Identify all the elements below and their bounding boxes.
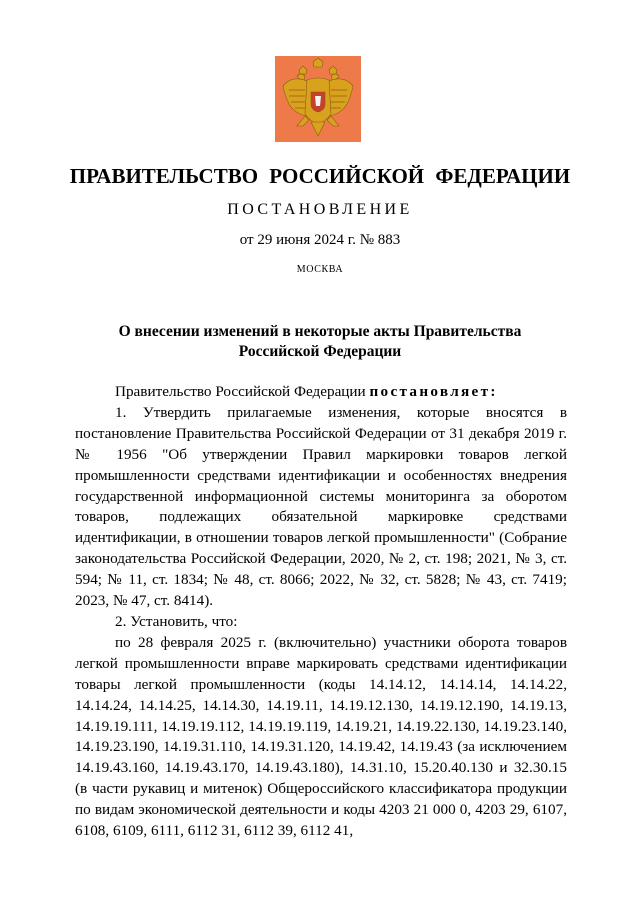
subject-line-2: Российской Федерации <box>238 343 402 360</box>
russian-coat-of-arms-icon <box>275 56 361 142</box>
document-date: от 29 июня 2024 г. № 883 <box>239 232 401 248</box>
intro-paragraph <box>75 382 567 403</box>
item-2-paragraph: 2. Установить, что: <box>115 612 238 630</box>
intro-verb: постановляет: <box>369 383 498 400</box>
item-1-paragraph: 1. Утвердить прилагаемые изменения, которые вносятся в постановление Правительства Российской Федерации от 31 декабря 2019 г. № 1956 "Об утверждении Правил маркировки товаров легкой промышленности средствами идентификации и особенностях внедрения государственной информационной системы мониторинга за оборотом товаров, подлежащих обязательной маркировке средствами идентификации, в отношении товаров легкой промышленности" (Собрание законодательства Российской Федерации, 2020, № 2, ст. 198; 2021, № 3, ст. 594; № 11, ст. 1834; № 48, ст. 8066; 2022, № 32, ст. 5828; № 43, ст. 7419; 2023, № 47, ст. 8414). <box>75 403 567 610</box>
document-type: ПОСТАНОВЛЕНИЕ <box>227 201 413 218</box>
subject-line-1: О внесении изменений в некоторые акты Правительства <box>118 323 522 340</box>
item-2-text-paragraph: по 28 февраля 2025 г. (включительно) участники оборота товаров легкой промышленности вправе маркировать средствами идентификации товары легкой промышленности (коды 14.14.12, 14.14.14, 14.14.22, 14.14.24, 14.14.25, 14.14.30, 14.19.11, 14.19.12.130, 14.19.12.190, 14.19.13, 14.19.19.111, 14.19.19.112, 14.19.19.119, 14.19.21, 14.19.22.130, 14.19.23.140, 14.19.23.190, 14.19.31.110, 14.19.31.120, 14.19.42, 14.19.43 (за исключением 14.19.43.160, 14.19.43.170, 14.19.43.180), 14.31.10, 15.20.40.130 и 32.30.15 (в части рукавиц и митенок) Общероссийского классификатора продукции по видам экономической деятельности и коды 4203 21 000 0, 4203 29, 6107, 6108, 6109, 6111, 6112 31, 6112 39, 6112 41, <box>75 633 567 840</box>
document-subject <box>60 322 580 362</box>
intro-prefix: Правительство Российской Федерации <box>115 383 370 400</box>
document-city: МОСКВА <box>296 264 344 275</box>
document-body <box>75 382 567 842</box>
government-title: ПРАВИТЕЛЬСТВО РОССИЙСКОЙ ФЕДЕРАЦИИ <box>69 164 571 188</box>
